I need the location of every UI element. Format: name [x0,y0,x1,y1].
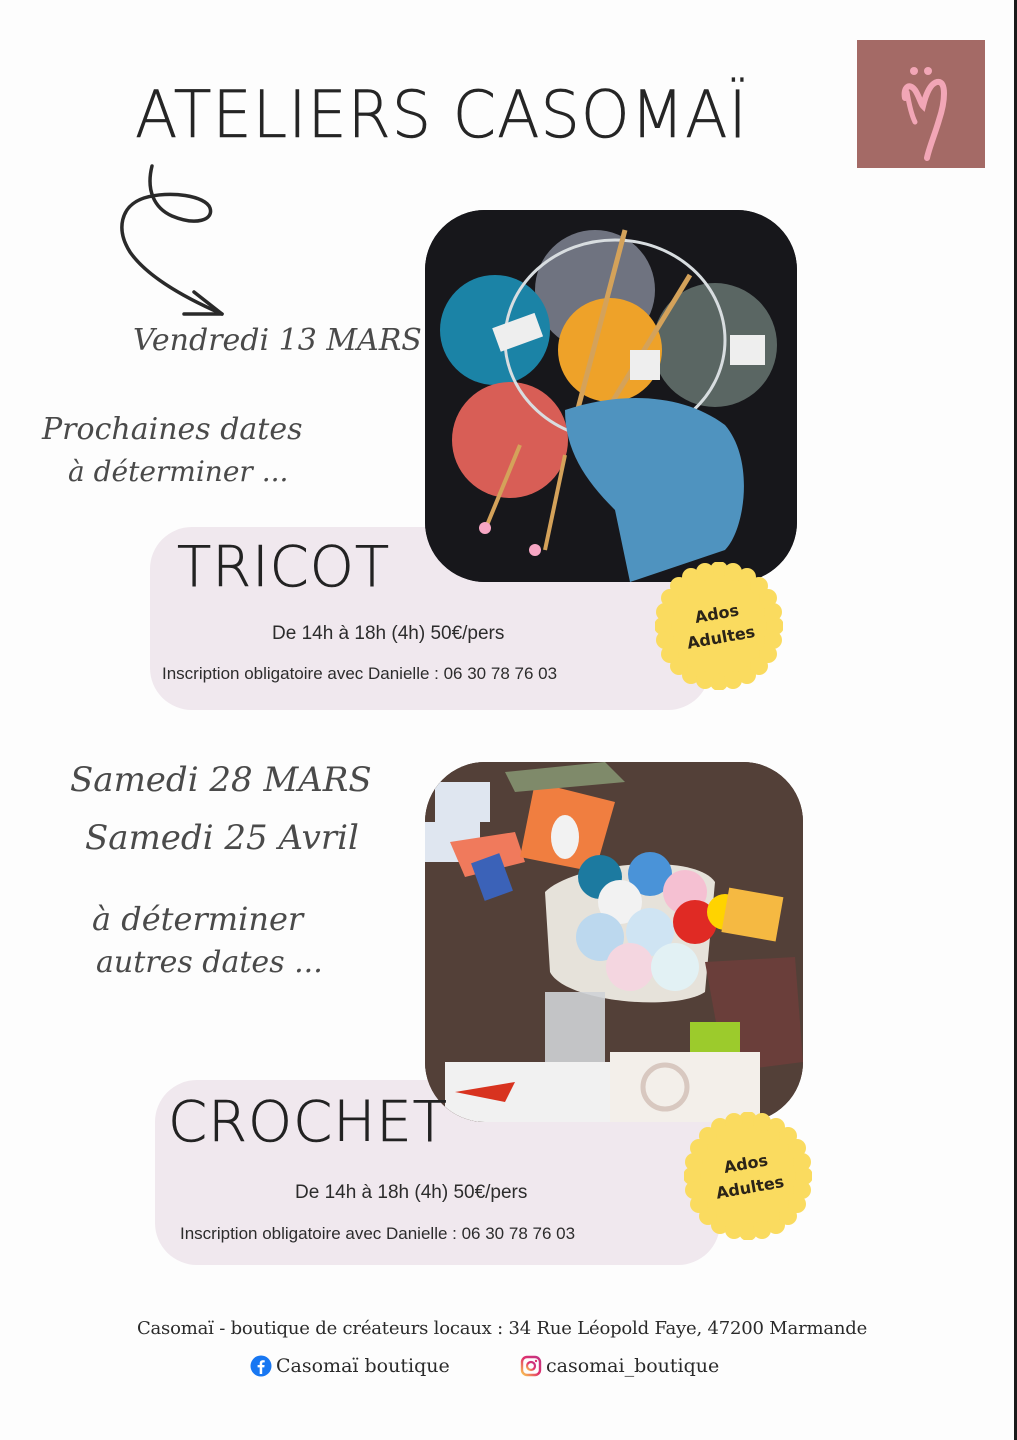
tricot-schedule: De 14h à 18h (4h) 50€/pers [272,623,505,644]
badge-label-ados: Ados [693,600,741,627]
tricot-date-1: Vendredi 13 MARS [133,323,422,358]
shop-address: Casomaï - boutique de créateurs locaux : 34 Rue Léopold Faye, 47200 Marmande [136,1318,868,1339]
crochet-table-photo [425,762,803,1122]
tricot-note-line-1: Prochaines dates [42,412,303,447]
crochet-schedule: De 14h à 18h (4h) 50€/pers [295,1182,528,1203]
workshop-title-tricot: TRICOT [177,535,391,600]
facebook-link[interactable] [250,1355,450,1377]
workshop-title-crochet: CROCHET [168,1090,448,1155]
instagram-link[interactable] [520,1355,719,1377]
badge-label-adultes: Adultes [685,622,757,653]
instagram-label: casomai_boutique [546,1355,720,1377]
tricot-note-line-2: à déterminer ... [68,455,289,488]
facebook-label: Casomaï boutique [276,1355,450,1377]
casomai-heart-m-logo-icon [857,40,985,168]
crochet-date-1: Samedi 28 MARS [70,760,372,800]
instagram-icon [520,1355,542,1377]
knitting-yarn-balls-photo [425,210,797,582]
tricot-registration: Inscription obligatoire avec Danielle : 06 30 78 76 03 [162,664,558,683]
badge-label-ados: Ados [722,1150,770,1177]
audience-badge-tricot [655,562,783,690]
badge-label-adultes: Adultes [714,1172,786,1203]
facebook-icon [250,1355,272,1377]
crochet-note-line-2: autres dates ... [96,945,323,980]
crochet-registration: Inscription obligatoire avec Danielle : 06 30 78 76 03 [180,1224,576,1243]
curly-arrow-icon [110,160,230,320]
audience-badge-crochet [684,1112,812,1240]
page-title: ATELIERS CASOMAÏ [135,76,748,153]
casomai-logo [857,40,985,168]
crochet-date-2: Samedi 25 Avril [85,818,359,858]
crochet-note-line-1: à déterminer [92,900,304,938]
